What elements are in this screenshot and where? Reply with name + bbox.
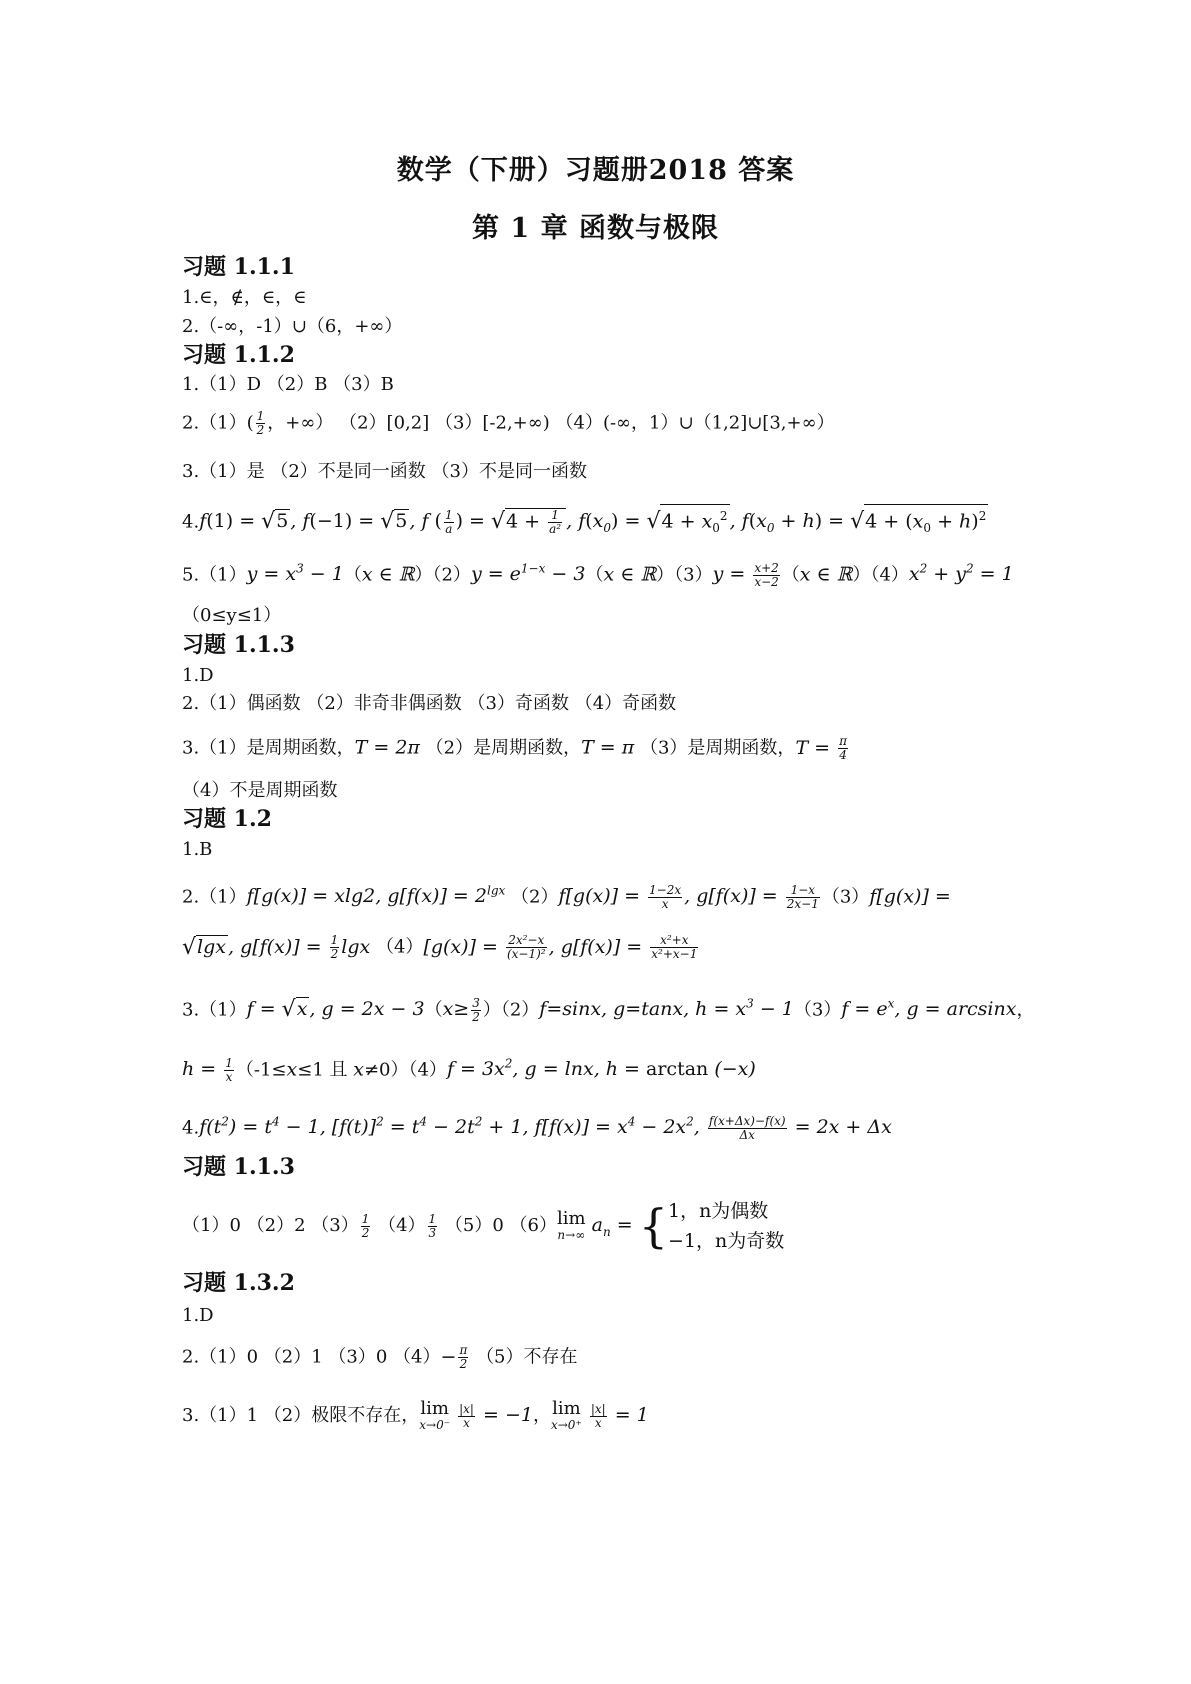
formula: $y = x^3 - 1$	[246, 562, 344, 586]
fraction: $\frac{1}{2}$	[256, 409, 265, 437]
answer-line	[182, 735, 850, 762]
answer-line: 1.D	[182, 665, 214, 686]
answer-line: 3.（1）1 （2）极限不存在， lim x→0⁻ $\frac{|x|}{x}$ = −1， lim x→0⁺ $\frac{|x|}{x}$ = 1	[182, 1398, 649, 1432]
formula: √lgx , g[f(x)] = $\frac{1}{2}$ lgx	[182, 933, 371, 961]
formula: lim n→∞ $a_n$ =	[557, 1208, 639, 1242]
section-heading-1-1-1: 习题 1.1.1	[182, 254, 295, 280]
answer-text: （4）	[378, 1215, 426, 1236]
answer-text: ，+∞） （2）[0,2] （3）[-2,+∞) （4）(-∞，1）∪（1,2]∪[3,+∞）	[267, 412, 835, 434]
answer-text: 2.（1）	[182, 886, 247, 908]
formula: − $\frac{\pi}{2}$	[440, 1343, 468, 1371]
answer-line: 2.（-∞，-1）∪（6，+∞）	[182, 316, 403, 337]
answer-line: 1.D	[182, 1305, 214, 1326]
formula: $f(t^2) = t^4 - 1$, $[f(t)]^2 = t^4 - 2t^2 + 1$, $f[f(x)] = x^4 - 2x^2$, $\frac{f(x+\Delta x)-f(x)}{\Delta x}$ = 2x + Δx	[199, 1113, 892, 1142]
answer-text: （1）0 （2）2 （3）	[182, 1215, 359, 1236]
formula: T = π	[581, 736, 635, 759]
answer-line: 1.B	[182, 839, 213, 860]
document-title: 数学（下册）习题册2018 答案	[396, 155, 795, 186]
answer-line: 1.∈，∉，∈，∈	[182, 287, 307, 308]
section-heading-1-1-2: 习题 1.1.2	[182, 342, 295, 368]
section-heading-1-1-3: 习题 1.1.3	[182, 632, 295, 658]
formula: h = $\frac{1}{x}$	[182, 1055, 233, 1084]
answer-line: 3.（1）f = √x , g = 2x − 3（x≥ $\frac{3}{2}$ ）（2）f=sinx, g=tanx, $h = x^3 - 1(3)f = e^x$, g = arcsinx，	[182, 995, 1035, 1024]
answer-text: 2.（1）(	[182, 412, 254, 434]
answer-text: （5）不存在	[476, 1346, 578, 1368]
fraction: $\frac{1}{2}$	[361, 1211, 370, 1240]
answer-text: （3）是周期函数，	[639, 737, 796, 759]
formula: f = √x , g = 2x − 3	[246, 997, 425, 1023]
brace: {	[638, 1199, 668, 1253]
answer-line	[182, 1344, 578, 1371]
answer-line: 2.（1）偶函数 （2）非奇非偶函数 （3）奇函数 （4）奇函数	[182, 693, 677, 714]
answer-line	[182, 410, 835, 437]
chapter-title: 第 1 章 函数与极限	[472, 213, 719, 244]
answer-text: （5）0 （6）	[444, 1215, 557, 1236]
answer-text: （2）是周期函数，	[425, 737, 582, 759]
answer-line: √lgx , g[f(x)] = $\frac{1}{2}$ lgx （4）[g(x)] = $\frac{\text{2x²−x}}{\text{(x−1)²}}$ , g[f(x)] = $\frac{\text{x²+x}}{\text{x²+x−1}}$	[182, 933, 698, 961]
section-heading-1-2: 习题 1.2	[182, 806, 272, 832]
formula: f(1) = √5 , f(−1) = √5 , f ( $\frac{1}{a}$ ) = √4 + $\frac{1}{\text{a²}}$ , $f(x_0) = √4 + x_0^2$ , $f(x_0 + h) = √4 + (x_0 + h)^2$	[199, 510, 988, 532]
answer-line	[182, 1196, 784, 1256]
answer-line: 3.（1）是 （2）不是同一函数 （3）不是同一函数	[182, 461, 587, 482]
answer-text: 4.	[182, 511, 200, 533]
answer-line: $5.(1)y = x^3 - 1(x$ ∈ ℝ）（2）y = $e^{1-x} - 3(x$ ∈ ℝ）（3）y = $\frac{x+2}{x-2}$ （x ∈ $ℝ)(4)x^2 + y^2 = 1$	[182, 560, 1014, 589]
section-heading-1-3-2: 习题 1.3.2	[182, 1270, 295, 1296]
answer-text: 2.（1）0 （2）1 （3）0 （4）	[182, 1346, 441, 1368]
piecewise-cases: 1，n为偶数 −1，n为奇数	[667, 1200, 785, 1252]
formula: lim x→0⁻ $\frac{|x|}{x}$ = −1	[419, 1398, 533, 1432]
answer-line: （4）不是周期函数	[182, 780, 338, 801]
answer-text: 5.（1）	[182, 564, 247, 586]
answer-text: 3.（1）是周期函数，	[182, 737, 355, 759]
answer-line: h = $\frac{1}{x}$ （-1≤x≤1 且 $x\ne 0)(4)f = 3x^2$, g = lnx, h = arctan (−x)	[182, 1055, 756, 1084]
formula: f[g(x)] = xlg2, $g[f(x)] = 2^{lgx}$	[246, 884, 506, 908]
answer-line: 1.（1）D （2）B （3）B	[182, 374, 394, 395]
answer-line: 2.（1）f[g(x)] = xlg2, $g[f(x)] = 2^{lgx}$ （2）f[g(x)] = $\frac{1-2x}{x}$ , g[f(x)] = $\frac{1-x}{2x-1}$ （3）f[g(x)] =	[182, 882, 951, 911]
answer-line: （0≤y≤1）	[182, 605, 282, 626]
answer-text: 3.（1）1 （2）极限不存在，	[182, 1405, 420, 1426]
section-heading-1-1-3-limits: 习题 1.1.3	[182, 1154, 295, 1180]
formula: T = $\frac{\pi}{4}$	[795, 734, 847, 762]
fraction: $\frac{1}{3}$	[428, 1211, 437, 1240]
answer-line	[182, 504, 988, 540]
answer-line: $4.f(t^2) = t^4 - 1$, $[f(t)]^2 = t^4 - 2t^2 + 1$, $f[f(x)] = x^4 - 2x^2$, $\frac{f(x+\Delta x)-f(x)}{\Delta x}$ = 2x + Δx	[182, 1113, 892, 1142]
formula: T = 2π	[354, 736, 420, 759]
